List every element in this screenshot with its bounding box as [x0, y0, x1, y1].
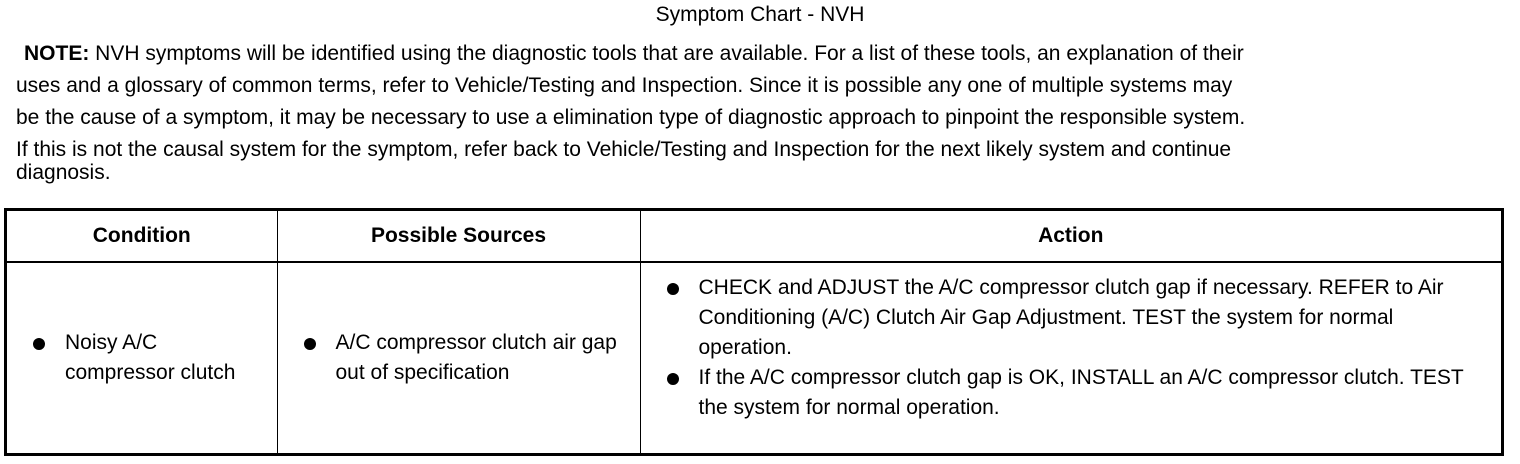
- note-paragraph: [16, 38, 1504, 184]
- source-item: A/C compressor clutch air gap out of specification: [278, 328, 640, 388]
- action-cell: [640, 262, 1501, 453]
- note-line-2: uses and a glossary of common terms, refer to Vehicle/Testing and Inspection. Since it is possible any one of multiple systems may: [16, 74, 1233, 97]
- note-line-4: If this is not the causal system for the symptom, refer back to Vehicle/Testing and Inspection for the next likely system and continue: [16, 138, 1232, 161]
- action-item-1: CHECK and ADJUST the A/C compressor clutch gap if necessary. REFER to Air Conditioning (A/C) Clutch Air Gap Adjustment. TEST the system for normal operation.: [641, 273, 1502, 363]
- symptom-chart-table: [4, 208, 1504, 456]
- table-header-row: [7, 211, 1501, 262]
- note-label: NOTE:: [24, 42, 90, 65]
- header-possible-sources: Possible Sources: [277, 211, 640, 262]
- sources-cell: [277, 262, 640, 453]
- header-action: Action: [640, 211, 1501, 262]
- page-title: Symptom Chart - NVH: [655, 3, 865, 26]
- table-row: [7, 262, 1501, 453]
- note-line-5: diagnosis.: [16, 161, 111, 184]
- condition-item: Noisy A/C compressor clutch: [7, 328, 277, 388]
- header-condition: Condition: [7, 211, 277, 262]
- note-text-1: NVH symptoms will be identified using the diagnostic tools that are available. For a list of these tools, an explanation of their: [89, 42, 1244, 65]
- condition-cell: [7, 262, 277, 453]
- action-item-2: If the A/C compressor clutch gap is OK, INSTALL an A/C compressor clutch. TEST the system for normal operation.: [641, 363, 1502, 423]
- note-line-3: be the cause of a symptom, it may be necessary to use a elimination type of diagnostic approach to pinpoint the responsible system.: [16, 106, 1246, 129]
- note-line-1: [16, 38, 1504, 70]
